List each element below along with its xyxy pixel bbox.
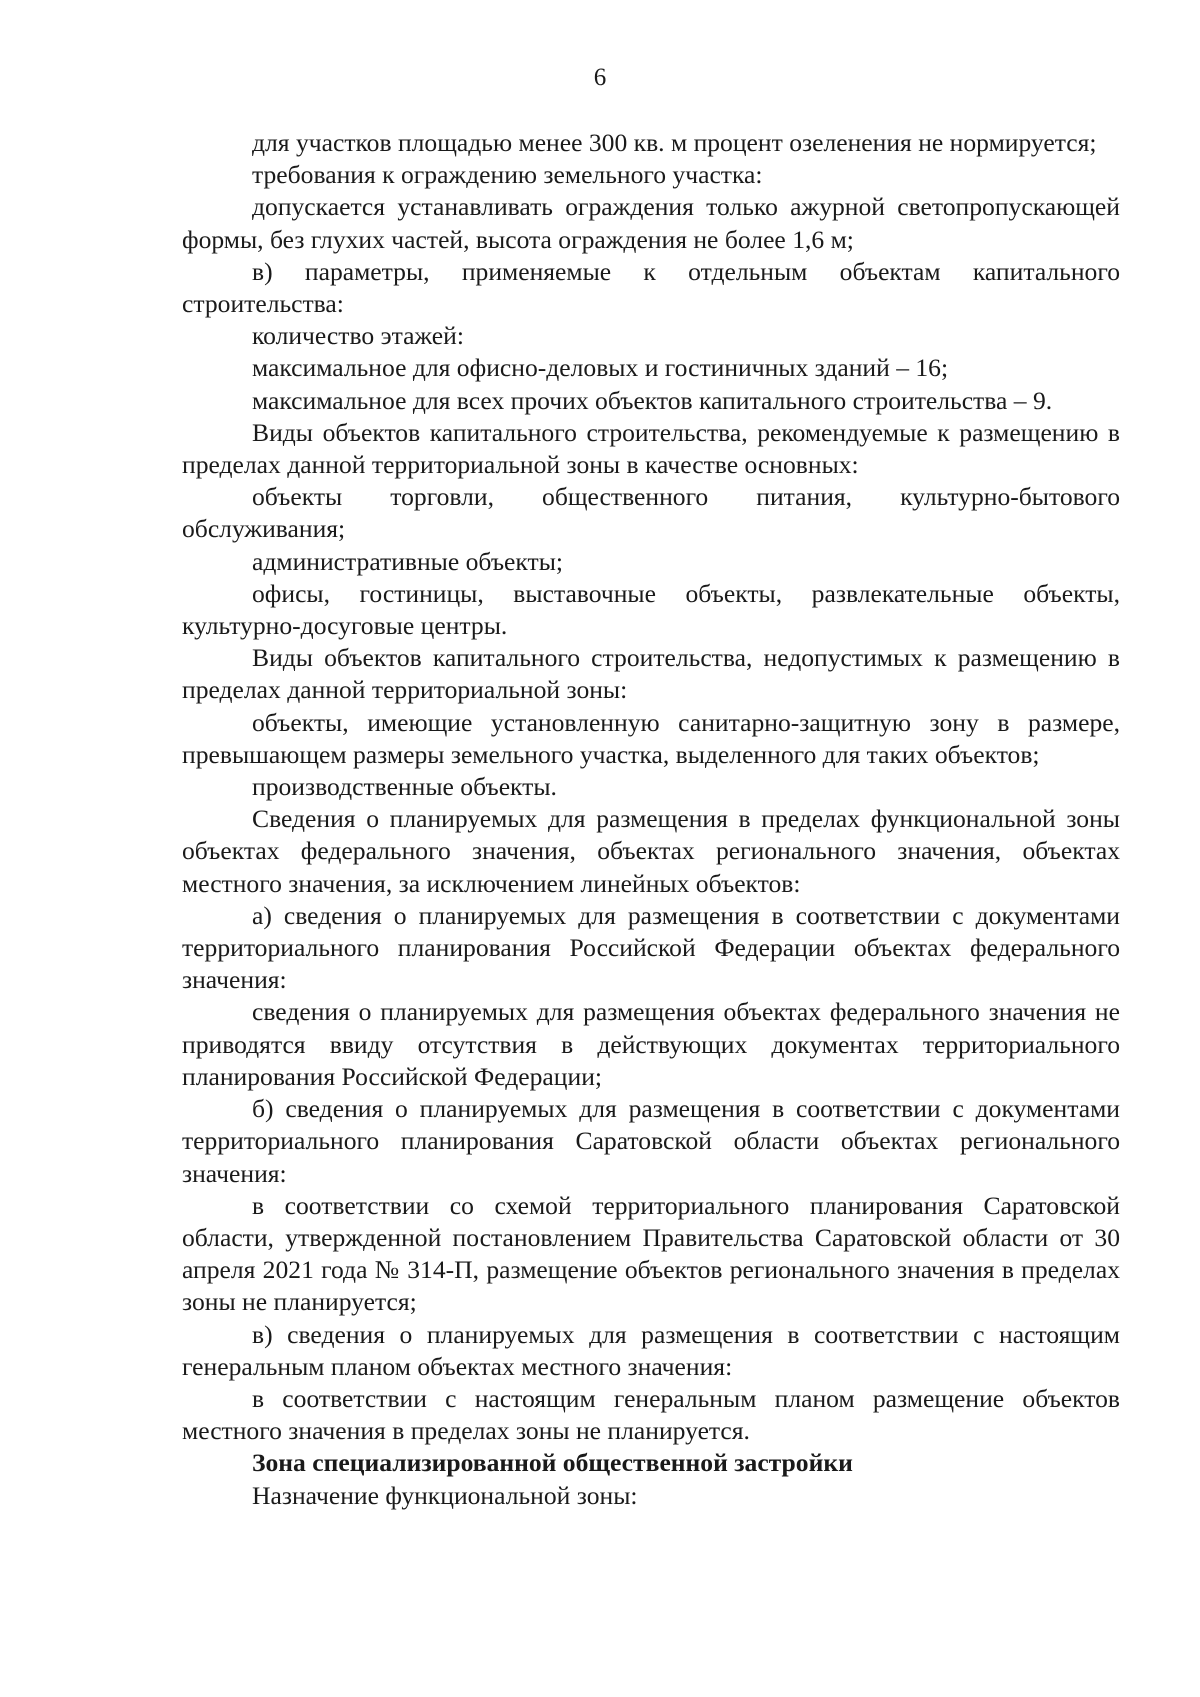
paragraph: количество этажей: [252,321,464,351]
document-body [182,127,1120,1512]
paragraph: в соответствии со схемой территориального планирования Саратовской области, утвержденной постановлением Правительства Саратовской области от 30 апреля 2021 года № 314-П, размещение объектов регионального значения в пределах зоны не планируется; [182,1190,1120,1317]
paragraph: офисы, гостиницы, выставочные объекты, развлекательные объекты, культурно-досуговые центры. [182,578,1120,641]
paragraph: максимальное для всех прочих объектов капитального строительства – 9. [252,385,1053,415]
paragraph: объекты торговли, общественного питания, культурно-бытового обслуживания; [182,482,1120,544]
paragraph: допускается устанавливать ограждения только ажурной светопропускающей формы, без глухих частей, высота ограждения не более 1,6 м; [182,192,1120,254]
paragraph: Сведения о планируемых для размещения в пределах функциональной зоны объектах федерального значения, объектах регионального значения, объектах местного значения, за исключением линейных объектов: [182,804,1120,898]
paragraph: требования к ограждению земельного участка: [252,160,763,190]
paragraph: в) параметры, применяемые к отдельным объектам капитального строительства: [182,256,1120,319]
paragraph: Назначение функциональной зоны: [252,1480,638,1510]
paragraph: а) сведения о планируемых для размещения в соответствии с документами территориального планирования Российской Федерации объектах федерального значения: [182,900,1120,995]
section-heading: Зона специализированной общественной застройки [252,1448,853,1478]
paragraph: для участков площадью менее 300 кв. м процент озеленения не нормируется; [252,128,1097,157]
paragraph: Виды объектов капитального строительства, недопустимых к размещению в пределах данной территориальной зоны: [182,643,1120,705]
paragraph: максимальное для офисно-деловых и гостиничных зданий – 16; [252,353,949,383]
paragraph: в соответствии с настоящим генеральным планом размещение объектов местного значения в пределах зоны не планируется. [182,1383,1120,1446]
paragraph: сведения о планируемых для размещения объектах федерального значения не приводятся ввиду отсутствия в действующих документах территориального планирования Российской Федерации; [182,997,1120,1091]
paragraph: производственные объекты. [252,772,557,802]
page-number: 6 [593,64,607,91]
paragraph: административные объекты; [252,546,563,576]
paragraph: Виды объектов капитального строительства, рекомендуемые к размещению в пределах данной территориальной зоны в качестве основных: [182,417,1120,480]
paragraph: в) сведения о планируемых для размещения в соответствии с настоящим генеральным планом объектах местного значения: [182,1319,1120,1381]
paragraph: объекты, имеющие установленную санитарно-защитную зону в размере, превышающем размеры земельного участка, выделенного для таких объектов; [182,707,1120,769]
paragraph: б) сведения о планируемых для размещения в соответствии с документами территориального планирования Саратовской области объектах регионального значения: [182,1094,1120,1188]
